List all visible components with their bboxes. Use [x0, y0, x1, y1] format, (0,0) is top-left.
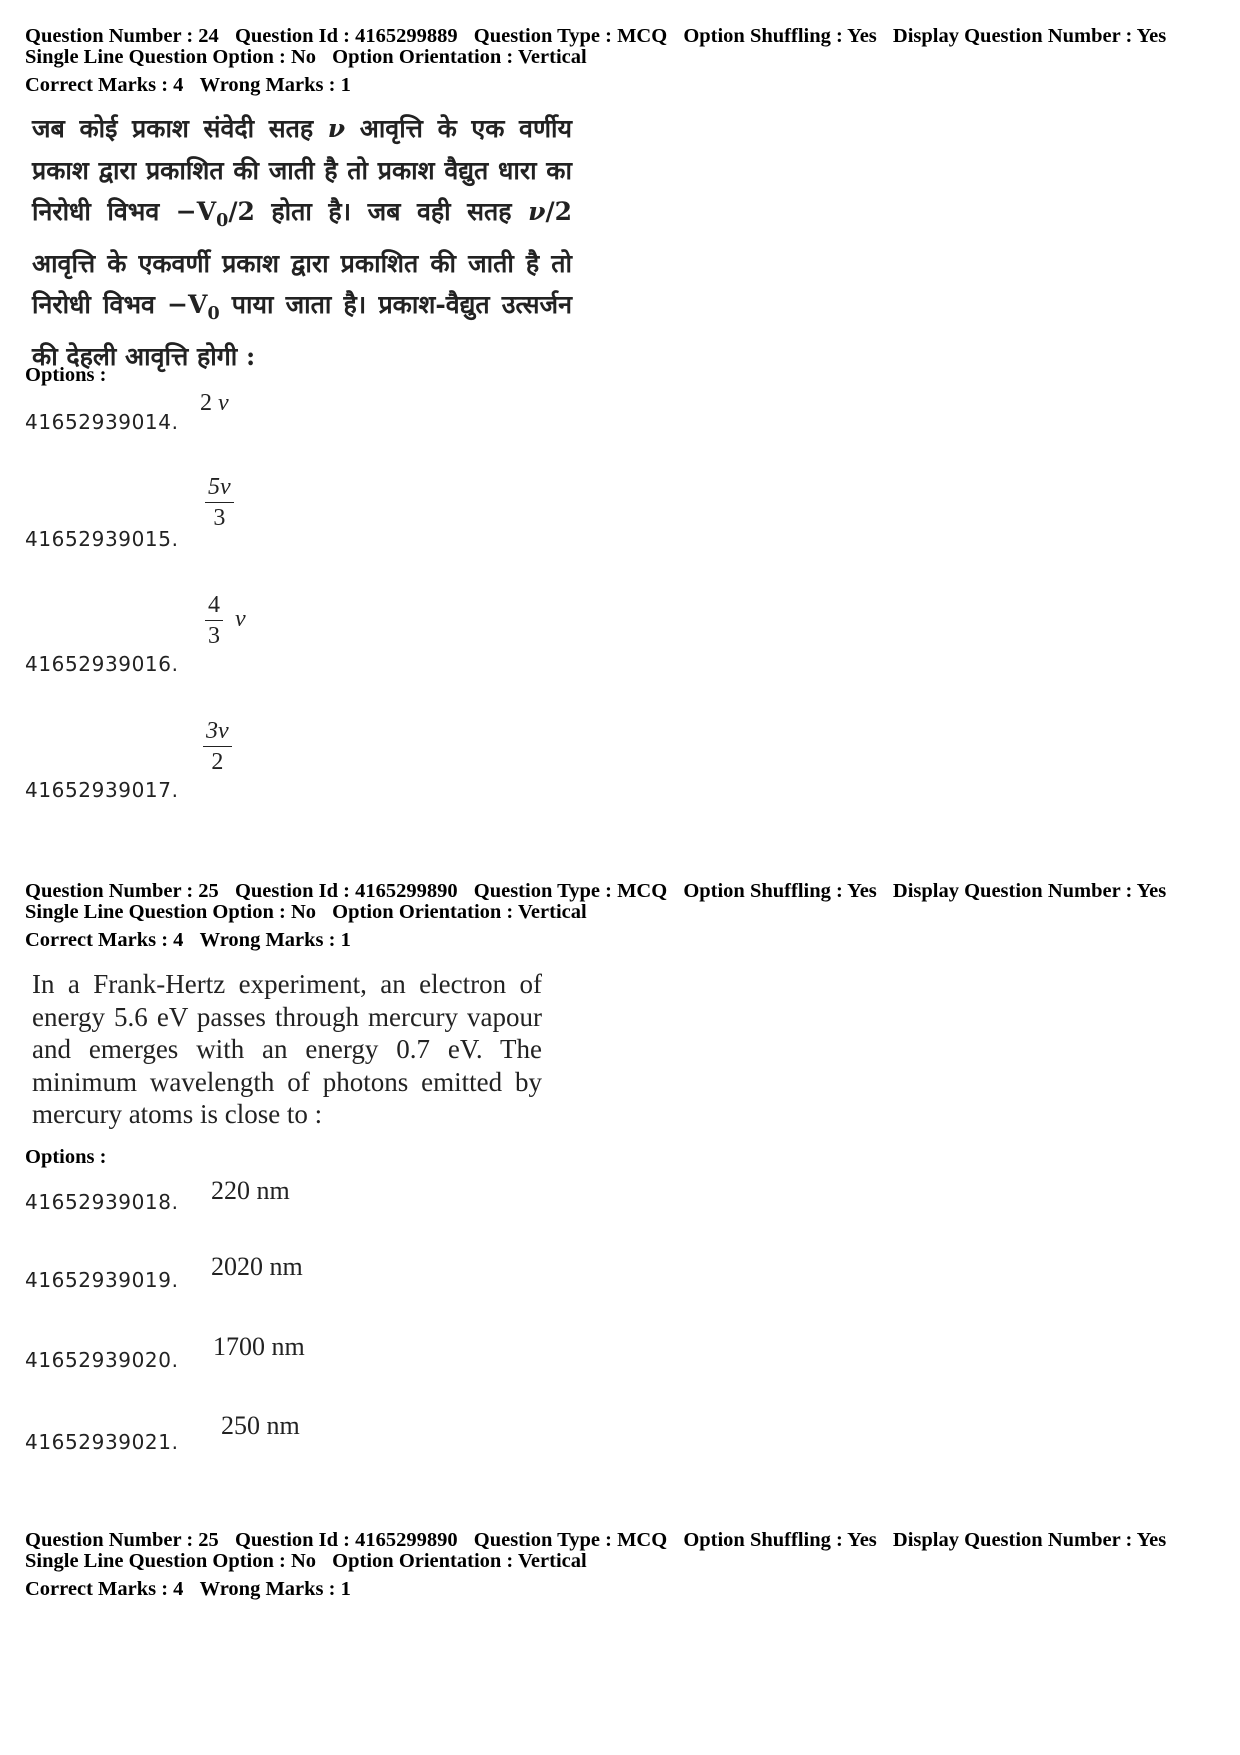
question-marks	[25, 930, 1166, 951]
option-id: 41652939014.	[25, 410, 179, 434]
option-value	[205, 474, 234, 531]
option-id: 41652939019.	[25, 1268, 179, 1292]
single-line-option: Single Line Question Option : No	[25, 901, 317, 923]
question-meta-line-2	[25, 902, 1166, 923]
wrong-marks: Wrong Marks : 1	[199, 929, 351, 951]
question-number: Question Number : 25	[25, 1529, 219, 1551]
fraction-denominator: 3	[208, 623, 220, 649]
question-marks	[25, 1579, 1166, 1600]
options-label: Options :	[25, 364, 107, 386]
option-value: 1700 nm	[213, 1332, 305, 1361]
question-25-repeat-header	[25, 1530, 1166, 1600]
option-id: 41652939017.	[25, 778, 179, 802]
question-id: Question Id : 4165299890	[234, 1529, 458, 1551]
question-text-part: पाया जाता है। प्रकाश-वैद्युत उत्सर्जन की देहली आवृत्ति होगी :	[32, 290, 572, 371]
question-meta-line-1	[25, 881, 1166, 902]
subscript: 0	[207, 304, 220, 325]
subscript: 0	[216, 211, 229, 232]
option-value: 2020 nm	[211, 1252, 303, 1281]
question-type: Question Type : MCQ	[473, 25, 668, 47]
question-meta-line-2	[25, 1551, 1166, 1572]
option-id: 41652939016.	[25, 652, 179, 676]
question-meta-line-1	[25, 1530, 1166, 1551]
fraction-denominator: 3	[213, 505, 226, 531]
fraction-numerator: 5ν	[205, 474, 234, 503]
option-value: 220 nm	[211, 1176, 290, 1205]
fraction	[205, 474, 234, 531]
correct-marks: Correct Marks : 4	[25, 929, 184, 951]
option-id: 41652939021.	[25, 1430, 179, 1454]
option-id: 41652939018.	[25, 1190, 179, 1214]
display-question-number: Display Question Number : Yes	[892, 1529, 1167, 1551]
wrong-marks: Wrong Marks : 1	[199, 1578, 351, 1600]
fraction-numerator: 4	[205, 592, 223, 621]
question-id: Question Id : 4165299889	[234, 25, 458, 47]
option-value	[200, 390, 229, 417]
question-meta-line-1	[25, 26, 1166, 47]
single-line-option: Single Line Question Option : No	[25, 46, 317, 68]
option-value	[203, 718, 232, 775]
correct-marks: Correct Marks : 4	[25, 74, 184, 96]
fraction-numerator: 3ν	[203, 718, 232, 747]
options-label: Options :	[25, 1146, 107, 1168]
nu-symbol: ν	[218, 390, 229, 416]
option-orientation: Option Orientation : Vertical	[332, 46, 587, 68]
option-value: 250 nm	[221, 1411, 300, 1440]
question-text-part: /2 आवृत्ति के एकवर्णी प्रकाश द्वारा प्रकाशित की जाती है तो निरोधी विभव −V	[32, 197, 572, 320]
nu-symbol: ν	[528, 197, 546, 226]
option-orientation: Option Orientation : Vertical	[332, 901, 587, 923]
nu-symbol: ν	[235, 606, 246, 633]
single-line-option: Single Line Question Option : No	[25, 1550, 317, 1572]
fraction	[203, 718, 232, 775]
option-value	[205, 592, 246, 649]
question-marks	[25, 75, 1166, 96]
question-text-part: जब कोई प्रकाश संवेदी सतह	[32, 114, 328, 143]
question-type: Question Type : MCQ	[473, 880, 668, 902]
option-orientation: Option Orientation : Vertical	[332, 1550, 587, 1572]
option-id: 41652939020.	[25, 1348, 179, 1372]
question-25-text: In a Frank-Hertz experiment, an electron of energy 5.6 eV passes through mercury vapour and emerges with an energy 0.7 eV. The minimum wavelength of photons emitted by mercury atoms is close to :	[32, 969, 542, 1129]
nu-symbol: ν	[327, 114, 346, 143]
question-meta-line-2	[25, 47, 1166, 68]
display-question-number: Display Question Number : Yes	[892, 880, 1167, 902]
display-question-number: Display Question Number : Yes	[892, 25, 1167, 47]
fraction	[205, 592, 223, 649]
question-number: Question Number : 24	[25, 25, 219, 47]
question-text-part: /2 होता है। जब वही सतह	[228, 197, 529, 226]
wrong-marks: Wrong Marks : 1	[199, 74, 351, 96]
question-number: Question Number : 25	[25, 880, 219, 902]
fraction-denominator: 2	[211, 749, 224, 775]
option-coefficient: 2	[200, 390, 212, 416]
option-shuffling: Option Shuffling : Yes	[683, 1529, 877, 1551]
question-id: Question Id : 4165299890	[234, 880, 458, 902]
question-25-header	[25, 881, 1166, 951]
option-shuffling: Option Shuffling : Yes	[683, 25, 877, 47]
question-24-header	[25, 26, 1166, 96]
question-text-part: आवृत्ति के एक वर्णीय प्रकाश द्वारा प्रकाशित की जाती है तो प्रकाश वैद्युत धारा का निरोधी विभव −V	[32, 114, 572, 226]
question-24-text	[32, 108, 572, 377]
option-id: 41652939015.	[25, 527, 179, 551]
option-shuffling: Option Shuffling : Yes	[683, 880, 877, 902]
question-type: Question Type : MCQ	[473, 1529, 668, 1551]
correct-marks: Correct Marks : 4	[25, 1578, 184, 1600]
